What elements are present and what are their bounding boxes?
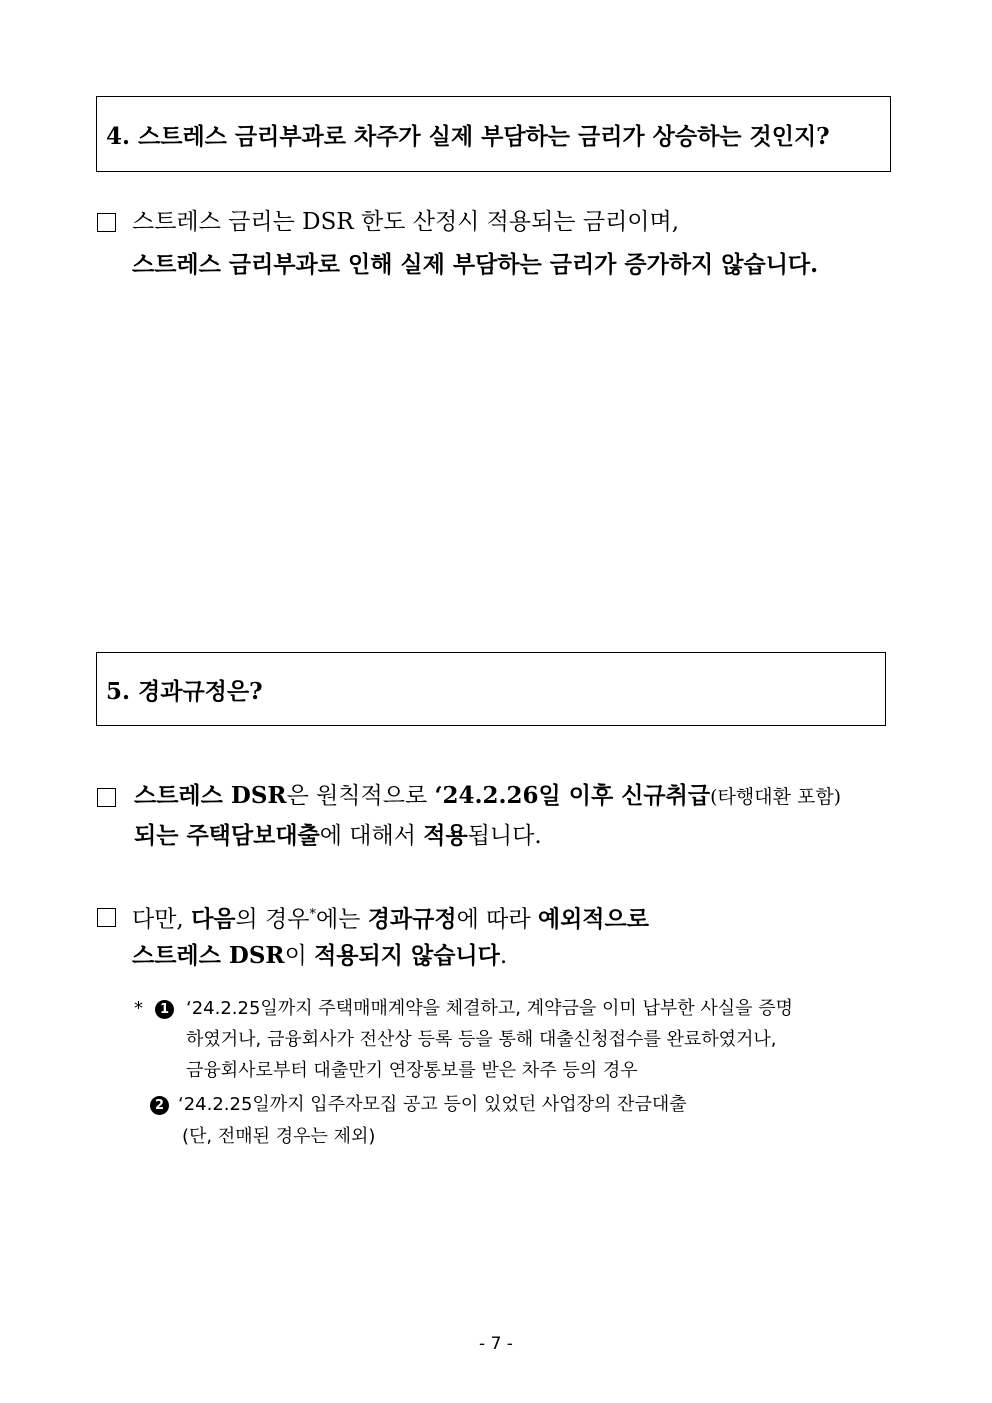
section-4-paragraph-line-2: 스트레스 금리부과로 인해 실제 부담하는 금리가 증가하지 않습니다. bbox=[132, 251, 819, 278]
page-number: - 7 - bbox=[479, 1334, 513, 1354]
checkbox-square bbox=[97, 908, 116, 927]
circled-number-1-icon: 1 bbox=[155, 1000, 174, 1019]
text-bold: 예외적으로 bbox=[537, 905, 649, 933]
text: 이 bbox=[284, 943, 315, 969]
text: 에 대해서 bbox=[319, 823, 424, 849]
text-bold: 적용 bbox=[423, 822, 468, 849]
checkbox-square bbox=[97, 788, 116, 807]
text: 은 원칙적으로 bbox=[286, 783, 435, 809]
text: 의 경우 bbox=[235, 906, 310, 933]
text: 됩니다. bbox=[467, 823, 542, 849]
footnote-marker: * bbox=[309, 907, 316, 922]
footnote-item-1-line-3: 금융회사로부터 대출만기 연장통보를 받은 차주 등의 경우 bbox=[186, 1060, 638, 1081]
text-bold: ‘24.2.26일 이후 신규취급 bbox=[434, 782, 711, 809]
footnote-item-1-line-2: 하였거나, 금융회사가 전산상 등록 등을 통해 대출신청접수를 완료하였거나, bbox=[186, 1029, 777, 1050]
text-bold: 적용되지 않습니다 bbox=[314, 942, 500, 969]
checkbox-square bbox=[97, 213, 116, 232]
text: 에 따라 bbox=[456, 906, 538, 933]
footnote-item-2-marker bbox=[150, 1089, 169, 1120]
circled-number-2-icon: 2 bbox=[150, 1096, 169, 1115]
text-bold: 경과규정 bbox=[367, 905, 457, 933]
text-small: (타행대환 포함) bbox=[710, 786, 842, 808]
section-4-title: 4. 스트레스 금리부과로 차주가 실제 부담하는 금리가 상승하는 것인지? bbox=[106, 122, 830, 150]
section-5-p1-line-1 bbox=[134, 774, 841, 819]
footnote-item-2-line-2: (단, 전매된 경우는 제외) bbox=[182, 1126, 376, 1147]
text-bold: 스트레스 DSR bbox=[134, 782, 287, 809]
section-5-title: 5. 경과규정은? bbox=[106, 677, 263, 705]
text: . bbox=[499, 943, 508, 969]
text-bold: 되는 주택담보대출 bbox=[134, 822, 320, 849]
section-5-p2-line-2 bbox=[132, 934, 507, 978]
text: 에는 bbox=[315, 906, 368, 933]
section-4-paragraph-line-1: 스트레스 금리는 DSR 한도 산정시 적용되는 금리이며, bbox=[132, 209, 680, 235]
footnote-item-2-line-1: ‘24.2.25일까지 입주자모집 공고 등이 있었던 사업장의 잔금대출 bbox=[178, 1094, 687, 1115]
section-5-p1-line-2 bbox=[134, 814, 542, 858]
section-5-heading-box bbox=[96, 652, 886, 726]
text: 다만, bbox=[132, 906, 192, 933]
footnote-star: * bbox=[134, 998, 143, 1019]
text-bold: 다음 bbox=[191, 905, 236, 933]
footnote-item-1-marker bbox=[155, 993, 174, 1024]
text-bold: 스트레스 DSR bbox=[132, 942, 285, 969]
footnote-item-1-line-1: ‘24.2.25일까지 주택매매계약을 체결하고, 계약금을 이미 납부한 사실을 증명 bbox=[186, 998, 794, 1019]
section-4-heading-box bbox=[96, 96, 891, 172]
